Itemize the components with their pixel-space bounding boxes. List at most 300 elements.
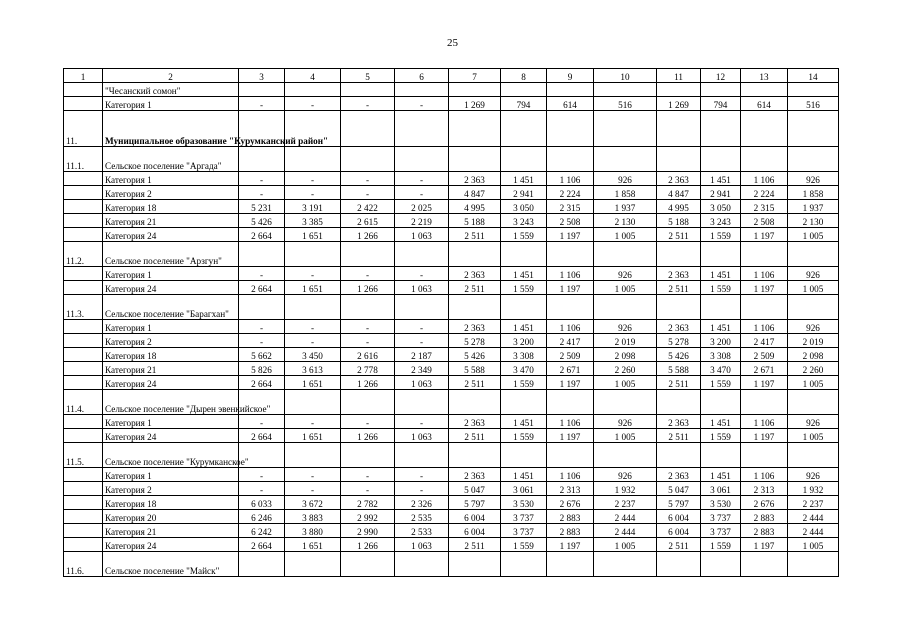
value-cell-col-14: 1 937 bbox=[788, 200, 839, 214]
value-cell-col-12: 3 243 bbox=[701, 214, 741, 228]
column-number-4: 4 bbox=[285, 69, 341, 83]
value-cell-col-5 bbox=[341, 147, 395, 172]
value-cell-col-8: 794 bbox=[501, 97, 547, 111]
value-cell-col-14 bbox=[788, 443, 839, 468]
value-cell-col-10: 2 098 bbox=[594, 348, 657, 362]
settlement-row bbox=[64, 242, 839, 267]
value-cell-col-4: - bbox=[285, 172, 341, 186]
row-index bbox=[64, 538, 103, 552]
value-cell-col-12 bbox=[701, 295, 741, 320]
value-cell-col-6: - bbox=[395, 320, 449, 334]
value-cell-col-12: 3 737 bbox=[701, 524, 741, 538]
value-cell-col-7 bbox=[449, 111, 501, 147]
value-cell-col-7: 4 847 bbox=[449, 186, 501, 200]
value-cell-col-14 bbox=[788, 147, 839, 172]
value-cell-col-6 bbox=[395, 552, 449, 577]
value-cell-col-14: 926 bbox=[788, 267, 839, 281]
value-cell-col-6: - bbox=[395, 97, 449, 111]
value-cell-col-5: 1 266 bbox=[341, 281, 395, 295]
value-cell-col-9: 614 bbox=[547, 97, 594, 111]
row-index bbox=[64, 362, 103, 376]
value-cell-col-9: 2 509 bbox=[547, 348, 594, 362]
column-number-3: 3 bbox=[239, 69, 285, 83]
column-number-2: 2 bbox=[103, 69, 239, 83]
value-cell-col-5: 1 266 bbox=[341, 429, 395, 443]
value-cell-col-9 bbox=[547, 443, 594, 468]
column-number-5: 5 bbox=[341, 69, 395, 83]
value-cell-col-13 bbox=[741, 552, 788, 577]
category-row bbox=[64, 415, 839, 429]
row-index bbox=[64, 376, 103, 390]
value-cell-col-11: 5 047 bbox=[657, 482, 701, 496]
value-cell-col-3: 2 664 bbox=[239, 281, 285, 295]
value-cell-col-7: 5 426 bbox=[449, 348, 501, 362]
value-cell-col-14: 1 932 bbox=[788, 482, 839, 496]
value-cell-col-6: 2 349 bbox=[395, 362, 449, 376]
value-cell-col-4 bbox=[285, 147, 341, 172]
settlement-row bbox=[64, 552, 839, 577]
value-cell-col-8: 1 451 bbox=[501, 267, 547, 281]
value-cell-col-4: - bbox=[285, 97, 341, 111]
row-label: Сельское поселение "Барагхан" bbox=[103, 295, 239, 320]
value-cell-col-8: 3 737 bbox=[501, 524, 547, 538]
value-cell-col-12: 2 941 bbox=[701, 186, 741, 200]
row-index bbox=[64, 172, 103, 186]
value-cell-col-4: - bbox=[285, 186, 341, 200]
value-cell-col-11: 2 511 bbox=[657, 228, 701, 242]
value-cell-col-9: 1 197 bbox=[547, 429, 594, 443]
value-cell-col-3: 5 662 bbox=[239, 348, 285, 362]
value-cell-col-10: 1 005 bbox=[594, 538, 657, 552]
row-label: Сельское поселение "Дырен эвенкийское" bbox=[103, 390, 239, 415]
value-cell-col-13: 1 106 bbox=[741, 415, 788, 429]
value-cell-col-7: 1 269 bbox=[449, 97, 501, 111]
category-row bbox=[64, 524, 839, 538]
category-row bbox=[64, 281, 839, 295]
value-cell-col-9: 2 417 bbox=[547, 334, 594, 348]
value-cell-col-12: 1 451 bbox=[701, 415, 741, 429]
municipality-row bbox=[64, 111, 839, 147]
row-index: 11.4. bbox=[64, 390, 103, 415]
value-cell-col-10: 1 937 bbox=[594, 200, 657, 214]
row-label: Сельское поселение "Аргада" bbox=[103, 147, 239, 172]
value-cell-col-11 bbox=[657, 390, 701, 415]
value-cell-col-11: 4 847 bbox=[657, 186, 701, 200]
row-index bbox=[64, 496, 103, 510]
row-label: Сельское поселение "Арзгун" bbox=[103, 242, 239, 267]
value-cell-col-4: 3 191 bbox=[285, 200, 341, 214]
value-cell-col-5: 2 422 bbox=[341, 200, 395, 214]
value-cell-col-9: 1 106 bbox=[547, 468, 594, 482]
value-cell-col-14: 1 858 bbox=[788, 186, 839, 200]
value-cell-col-7: 2 511 bbox=[449, 376, 501, 390]
value-cell-col-14 bbox=[788, 552, 839, 577]
value-cell-col-12 bbox=[701, 111, 741, 147]
value-cell-col-4: 1 651 bbox=[285, 281, 341, 295]
row-label: Категория 18 bbox=[103, 348, 239, 362]
value-cell-col-11: 5 188 bbox=[657, 214, 701, 228]
row-label: Категория 1 bbox=[103, 97, 239, 111]
row-label: Категория 24 bbox=[103, 376, 239, 390]
value-cell-col-10: 1 858 bbox=[594, 186, 657, 200]
value-cell-col-5 bbox=[341, 295, 395, 320]
row-index: 11.6. bbox=[64, 552, 103, 577]
value-cell-col-13: 2 509 bbox=[741, 348, 788, 362]
value-cell-col-7: 2 363 bbox=[449, 415, 501, 429]
value-cell-col-10 bbox=[594, 295, 657, 320]
value-cell-col-6 bbox=[395, 147, 449, 172]
value-cell-col-12 bbox=[701, 390, 741, 415]
category-row bbox=[64, 496, 839, 510]
value-cell-col-4: - bbox=[285, 267, 341, 281]
value-cell-col-12: 1 451 bbox=[701, 320, 741, 334]
value-cell-col-8: 1 451 bbox=[501, 415, 547, 429]
row-index bbox=[64, 320, 103, 334]
column-number-8: 8 bbox=[501, 69, 547, 83]
value-cell-col-14: 2 130 bbox=[788, 214, 839, 228]
row-index: 11.3. bbox=[64, 295, 103, 320]
value-cell-col-9: 2 676 bbox=[547, 496, 594, 510]
value-cell-col-6: 2 535 bbox=[395, 510, 449, 524]
value-cell-col-13: 2 508 bbox=[741, 214, 788, 228]
value-cell-col-3: 6 033 bbox=[239, 496, 285, 510]
value-cell-col-7: 2 363 bbox=[449, 267, 501, 281]
row-index: 11.5. bbox=[64, 443, 103, 468]
value-cell-col-10: 2 130 bbox=[594, 214, 657, 228]
value-cell-col-14: 516 bbox=[788, 97, 839, 111]
value-cell-col-11: 5 426 bbox=[657, 348, 701, 362]
value-cell-col-12 bbox=[701, 147, 741, 172]
value-cell-col-7: 2 511 bbox=[449, 429, 501, 443]
value-cell-col-13: 1 106 bbox=[741, 468, 788, 482]
value-cell-col-3: - bbox=[239, 415, 285, 429]
value-cell-col-5: - bbox=[341, 482, 395, 496]
value-cell-col-11: 6 004 bbox=[657, 524, 701, 538]
value-cell-col-9: 2 508 bbox=[547, 214, 594, 228]
value-cell-col-12: 1 559 bbox=[701, 281, 741, 295]
value-cell-col-3: - bbox=[239, 97, 285, 111]
value-cell-col-3 bbox=[239, 83, 285, 97]
row-label: Категория 24 bbox=[103, 538, 239, 552]
value-cell-col-14: 2 098 bbox=[788, 348, 839, 362]
value-cell-col-8: 2 941 bbox=[501, 186, 547, 200]
value-cell-col-9 bbox=[547, 147, 594, 172]
value-cell-col-9 bbox=[547, 552, 594, 577]
page-number: 25 bbox=[447, 37, 458, 49]
value-cell-col-6: - bbox=[395, 415, 449, 429]
value-cell-col-3 bbox=[239, 295, 285, 320]
row-label: Категория 1 bbox=[103, 415, 239, 429]
category-row bbox=[64, 376, 839, 390]
value-cell-col-11 bbox=[657, 295, 701, 320]
value-cell-col-11: 2 511 bbox=[657, 281, 701, 295]
value-cell-col-9: 1 106 bbox=[547, 415, 594, 429]
value-cell-col-14: 2 260 bbox=[788, 362, 839, 376]
value-cell-col-5: 1 266 bbox=[341, 376, 395, 390]
value-cell-col-9: 2 313 bbox=[547, 482, 594, 496]
value-cell-col-12: 3 530 bbox=[701, 496, 741, 510]
value-cell-col-3: 5 231 bbox=[239, 200, 285, 214]
value-cell-col-8 bbox=[501, 242, 547, 267]
value-cell-col-10: 2 260 bbox=[594, 362, 657, 376]
value-cell-col-13 bbox=[741, 295, 788, 320]
value-cell-col-5: 1 266 bbox=[341, 228, 395, 242]
value-cell-col-13 bbox=[741, 147, 788, 172]
value-cell-col-12 bbox=[701, 552, 741, 577]
value-cell-col-7: 6 004 bbox=[449, 510, 501, 524]
value-cell-col-5: 2 616 bbox=[341, 348, 395, 362]
value-cell-col-9 bbox=[547, 111, 594, 147]
value-cell-col-6: 2 533 bbox=[395, 524, 449, 538]
value-cell-col-5 bbox=[341, 390, 395, 415]
value-cell-col-4: 3 613 bbox=[285, 362, 341, 376]
value-cell-col-4 bbox=[285, 390, 341, 415]
value-cell-col-13: 2 676 bbox=[741, 496, 788, 510]
value-cell-col-8 bbox=[501, 83, 547, 97]
category-row bbox=[64, 172, 839, 186]
value-cell-col-6: - bbox=[395, 267, 449, 281]
row-index: 11.2. bbox=[64, 242, 103, 267]
value-cell-col-7 bbox=[449, 443, 501, 468]
value-cell-col-12: 3 470 bbox=[701, 362, 741, 376]
value-cell-col-3: - bbox=[239, 320, 285, 334]
value-cell-col-3: 6 246 bbox=[239, 510, 285, 524]
value-cell-col-7: 4 995 bbox=[449, 200, 501, 214]
category-row bbox=[64, 348, 839, 362]
value-cell-col-6 bbox=[395, 390, 449, 415]
value-cell-col-11: 2 511 bbox=[657, 429, 701, 443]
value-cell-col-4: 3 385 bbox=[285, 214, 341, 228]
row-index bbox=[64, 482, 103, 496]
value-cell-col-5: 1 266 bbox=[341, 538, 395, 552]
value-cell-col-7: 5 278 bbox=[449, 334, 501, 348]
value-cell-col-14: 2 237 bbox=[788, 496, 839, 510]
value-cell-col-5 bbox=[341, 443, 395, 468]
value-cell-col-9: 1 197 bbox=[547, 281, 594, 295]
row-label: Категория 1 bbox=[103, 267, 239, 281]
row-label: Категория 21 bbox=[103, 362, 239, 376]
value-cell-col-8 bbox=[501, 111, 547, 147]
value-cell-col-13: 1 106 bbox=[741, 172, 788, 186]
value-cell-col-9: 1 197 bbox=[547, 538, 594, 552]
value-cell-col-11: 5 797 bbox=[657, 496, 701, 510]
value-cell-col-10: 926 bbox=[594, 267, 657, 281]
value-cell-col-6: 2 025 bbox=[395, 200, 449, 214]
value-cell-col-7: 2 363 bbox=[449, 320, 501, 334]
value-cell-col-14: 2 444 bbox=[788, 510, 839, 524]
value-cell-col-4: 1 651 bbox=[285, 429, 341, 443]
value-cell-col-6: 1 063 bbox=[395, 228, 449, 242]
value-cell-col-4: 3 880 bbox=[285, 524, 341, 538]
column-number-12: 12 bbox=[701, 69, 741, 83]
value-cell-col-8: 1 451 bbox=[501, 172, 547, 186]
row-label: Категория 1 bbox=[103, 320, 239, 334]
value-cell-col-6: - bbox=[395, 482, 449, 496]
value-cell-col-3: - bbox=[239, 186, 285, 200]
value-cell-col-3: 6 242 bbox=[239, 524, 285, 538]
value-cell-col-13: 2 417 bbox=[741, 334, 788, 348]
value-cell-col-7 bbox=[449, 295, 501, 320]
value-cell-col-8: 3 243 bbox=[501, 214, 547, 228]
row-label: Категория 2 bbox=[103, 482, 239, 496]
value-cell-col-5: - bbox=[341, 186, 395, 200]
column-number-1: 1 bbox=[64, 69, 103, 83]
value-cell-col-12: 3 308 bbox=[701, 348, 741, 362]
category-row bbox=[64, 267, 839, 281]
value-cell-col-9: 1 106 bbox=[547, 320, 594, 334]
value-cell-col-8: 1 559 bbox=[501, 376, 547, 390]
value-cell-col-9 bbox=[547, 242, 594, 267]
value-cell-col-6: - bbox=[395, 172, 449, 186]
value-cell-col-10 bbox=[594, 147, 657, 172]
value-cell-col-14: 1 005 bbox=[788, 228, 839, 242]
value-cell-col-11: 2 363 bbox=[657, 267, 701, 281]
category-row bbox=[64, 362, 839, 376]
value-cell-col-6 bbox=[395, 111, 449, 147]
value-cell-col-14 bbox=[788, 242, 839, 267]
value-cell-col-12: 1 559 bbox=[701, 538, 741, 552]
value-cell-col-7: 5 588 bbox=[449, 362, 501, 376]
value-cell-col-9: 2 671 bbox=[547, 362, 594, 376]
value-cell-col-12: 794 bbox=[701, 97, 741, 111]
value-cell-col-7: 2 363 bbox=[449, 468, 501, 482]
row-index bbox=[64, 348, 103, 362]
row-index bbox=[64, 429, 103, 443]
value-cell-col-7 bbox=[449, 147, 501, 172]
row-index bbox=[64, 281, 103, 295]
value-cell-col-6: 1 063 bbox=[395, 376, 449, 390]
value-cell-col-10: 926 bbox=[594, 172, 657, 186]
value-cell-col-11: 5 588 bbox=[657, 362, 701, 376]
category-row bbox=[64, 429, 839, 443]
value-cell-col-6: - bbox=[395, 186, 449, 200]
value-cell-col-8 bbox=[501, 552, 547, 577]
row-index bbox=[64, 267, 103, 281]
value-cell-col-11 bbox=[657, 443, 701, 468]
value-cell-col-10: 2 444 bbox=[594, 510, 657, 524]
value-cell-col-4 bbox=[285, 83, 341, 97]
row-label: Категория 24 bbox=[103, 228, 239, 242]
value-cell-col-5: - bbox=[341, 468, 395, 482]
value-cell-col-8: 1 559 bbox=[501, 429, 547, 443]
value-cell-col-5: - bbox=[341, 267, 395, 281]
value-cell-col-7 bbox=[449, 242, 501, 267]
value-cell-col-14: 926 bbox=[788, 320, 839, 334]
value-cell-col-13 bbox=[741, 390, 788, 415]
value-cell-col-10 bbox=[594, 111, 657, 147]
value-cell-col-11 bbox=[657, 552, 701, 577]
value-cell-col-7 bbox=[449, 83, 501, 97]
row-label: Категория 24 bbox=[103, 429, 239, 443]
value-cell-col-5: - bbox=[341, 415, 395, 429]
value-cell-col-5: 2 992 bbox=[341, 510, 395, 524]
settlement-row bbox=[64, 295, 839, 320]
value-cell-col-14 bbox=[788, 390, 839, 415]
value-cell-col-6 bbox=[395, 83, 449, 97]
value-cell-col-7: 5 797 bbox=[449, 496, 501, 510]
category-row bbox=[64, 510, 839, 524]
value-cell-col-13: 1 106 bbox=[741, 320, 788, 334]
row-label: Категория 21 bbox=[103, 214, 239, 228]
value-cell-col-4: - bbox=[285, 320, 341, 334]
value-cell-col-10 bbox=[594, 83, 657, 97]
value-cell-col-10: 1 005 bbox=[594, 429, 657, 443]
value-cell-col-3: 5 426 bbox=[239, 214, 285, 228]
value-cell-col-3: 2 664 bbox=[239, 376, 285, 390]
value-cell-col-13: 1 106 bbox=[741, 267, 788, 281]
value-cell-col-9 bbox=[547, 390, 594, 415]
value-cell-col-12: 3 050 bbox=[701, 200, 741, 214]
value-cell-col-14: 926 bbox=[788, 468, 839, 482]
value-cell-col-12: 3 200 bbox=[701, 334, 741, 348]
value-cell-col-7: 2 511 bbox=[449, 228, 501, 242]
value-cell-col-10: 2 237 bbox=[594, 496, 657, 510]
value-cell-col-6: - bbox=[395, 334, 449, 348]
row-label: Категория 20 bbox=[103, 510, 239, 524]
value-cell-col-5 bbox=[341, 83, 395, 97]
value-cell-col-10: 926 bbox=[594, 320, 657, 334]
value-cell-col-9: 2 883 bbox=[547, 510, 594, 524]
row-index: 11.1. bbox=[64, 147, 103, 172]
value-cell-col-9: 1 197 bbox=[547, 228, 594, 242]
value-cell-col-4: 3 672 bbox=[285, 496, 341, 510]
value-cell-col-13: 2 315 bbox=[741, 200, 788, 214]
value-cell-col-8: 3 470 bbox=[501, 362, 547, 376]
value-cell-col-7: 5 188 bbox=[449, 214, 501, 228]
value-cell-col-11 bbox=[657, 147, 701, 172]
column-number-row bbox=[64, 69, 839, 83]
value-cell-col-4: - bbox=[285, 334, 341, 348]
category-row bbox=[64, 320, 839, 334]
value-cell-col-6: 1 063 bbox=[395, 538, 449, 552]
row-label: Категория 18 bbox=[103, 200, 239, 214]
value-cell-col-11: 1 269 bbox=[657, 97, 701, 111]
category-row bbox=[64, 538, 839, 552]
row-index: 11. bbox=[64, 111, 103, 147]
value-cell-col-4: - bbox=[285, 468, 341, 482]
value-cell-col-13: 1 197 bbox=[741, 429, 788, 443]
value-cell-col-11 bbox=[657, 111, 701, 147]
value-cell-col-10: 926 bbox=[594, 468, 657, 482]
value-cell-col-5: - bbox=[341, 172, 395, 186]
category-row bbox=[64, 186, 839, 200]
row-index bbox=[64, 228, 103, 242]
column-number-6: 6 bbox=[395, 69, 449, 83]
value-cell-col-14: 926 bbox=[788, 172, 839, 186]
value-cell-col-3: 2 664 bbox=[239, 228, 285, 242]
value-cell-col-13: 1 197 bbox=[741, 228, 788, 242]
value-cell-col-6: - bbox=[395, 468, 449, 482]
value-cell-col-8: 3 530 bbox=[501, 496, 547, 510]
value-cell-col-8: 3 061 bbox=[501, 482, 547, 496]
row-label: Муниципальное образование "Курумканский район" bbox=[103, 111, 239, 147]
value-cell-col-7: 2 363 bbox=[449, 172, 501, 186]
value-cell-col-3 bbox=[239, 242, 285, 267]
value-cell-col-13 bbox=[741, 111, 788, 147]
value-cell-col-13 bbox=[741, 83, 788, 97]
category-row bbox=[64, 214, 839, 228]
value-cell-col-13 bbox=[741, 443, 788, 468]
value-cell-col-4 bbox=[285, 295, 341, 320]
value-cell-col-7 bbox=[449, 552, 501, 577]
value-cell-col-12: 1 451 bbox=[701, 267, 741, 281]
value-cell-col-10: 1 005 bbox=[594, 228, 657, 242]
value-cell-col-14 bbox=[788, 111, 839, 147]
settlement-row bbox=[64, 147, 839, 172]
value-cell-col-11: 2 363 bbox=[657, 468, 701, 482]
category-row bbox=[64, 482, 839, 496]
column-number-9: 9 bbox=[547, 69, 594, 83]
